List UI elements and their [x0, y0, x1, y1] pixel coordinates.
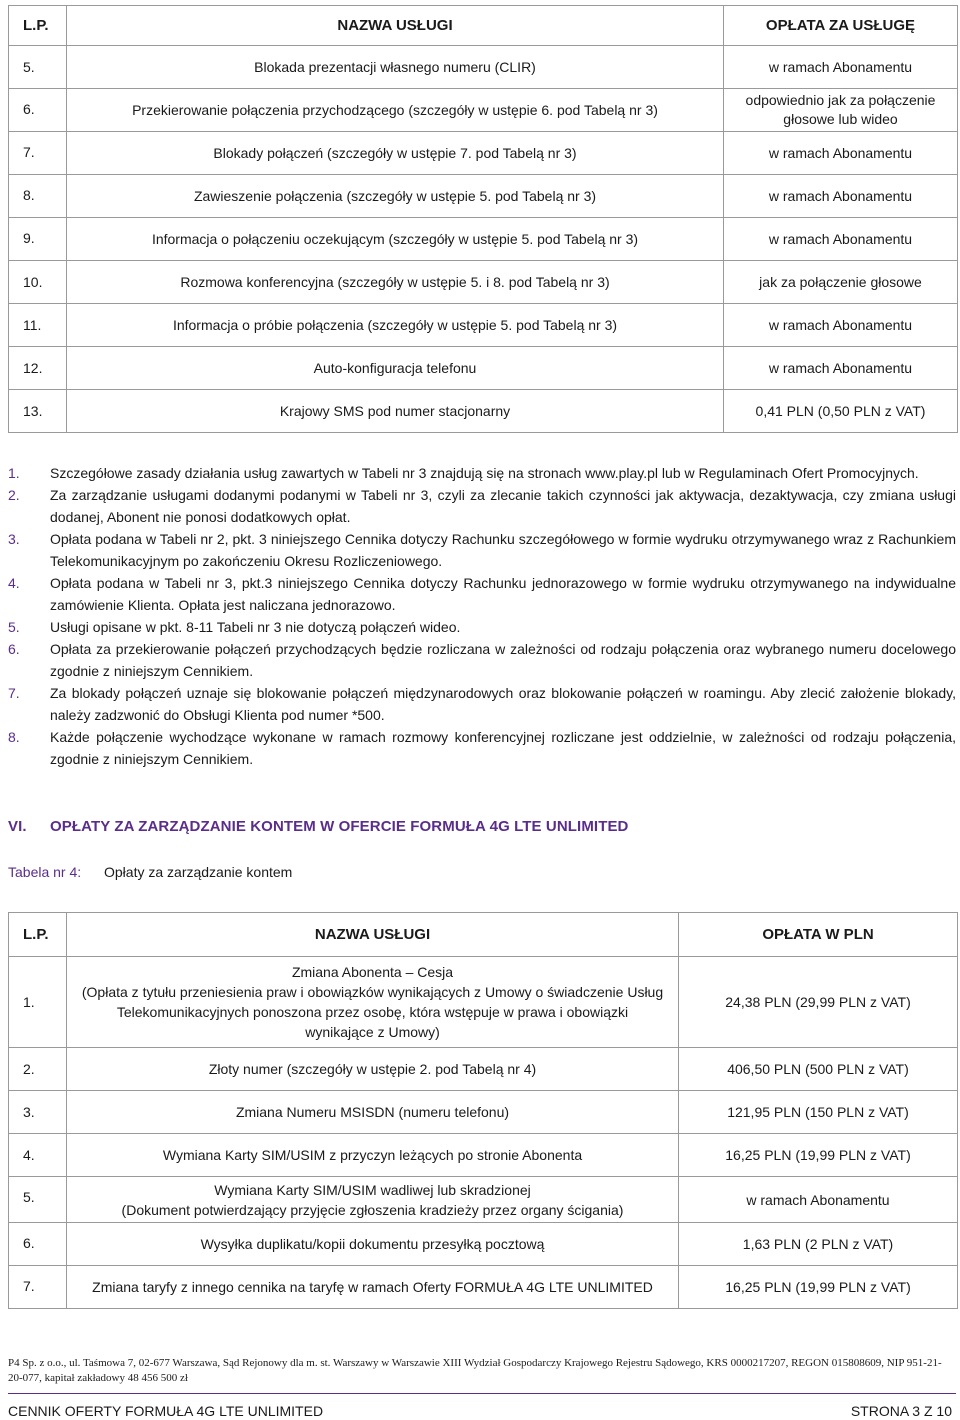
row-service-description: (Dokument potwierdzający przyjęcie zgłoszenia kradzieży przez organy ścigania): [121, 1201, 624, 1218]
row-lp: 13.: [9, 390, 67, 433]
footnote-item: [8, 484, 956, 528]
row-service-name: Przekierowanie połączenia przychodzącego (szczegóły w ustępie 6. pod Tabelą nr 3): [67, 89, 724, 132]
footnote-number: 2.: [8, 487, 20, 503]
footnote-number: 1.: [8, 465, 20, 481]
footnote-item: [8, 616, 956, 638]
footnote-number: 3.: [8, 531, 20, 547]
footnote-text: Opłata za przekierowanie połączeń przychodzących będzie rozliczana w zależności od rodzaju połączenia oraz wybranego numeru docelowego zgodnie z niniejszym Cennikiem.: [50, 641, 956, 679]
row-service-name: Blokada prezentacji własnego numeru (CLIR): [67, 46, 724, 89]
footnote-text: Za zarządzanie usługami dodanymi podanymi w Tabeli nr 3, czyli za zlecanie takich czynności jak aktywacja, dezaktywacja, czy zmiana usługi dodanej, Abonent nie ponosi dodatkowych opłat.: [50, 487, 956, 525]
row-lp: 7.: [9, 132, 67, 175]
header-lp: L.P.: [9, 913, 67, 957]
row-fee: w ramach Abonamentu: [679, 1177, 958, 1223]
table-row: [9, 46, 958, 89]
section-heading: [8, 818, 629, 835]
table-row: [9, 89, 958, 132]
row-fee: w ramach Abonamentu: [724, 304, 958, 347]
row-fee: odpowiednio jak za połączenie głosowe lub wideo: [724, 89, 958, 132]
table-row: [9, 1223, 958, 1266]
footnote-item: [8, 528, 956, 572]
row-lp: 5.: [9, 46, 67, 89]
footnote-text: Usługi opisane w pkt. 8-11 Tabeli nr 3 nie dotyczą połączeń wideo.: [50, 619, 461, 635]
row-service-name: Krajowy SMS pod numer stacjonarny: [67, 390, 724, 433]
row-service-name: [67, 957, 679, 1048]
table-caption-label: Tabela nr 4:: [8, 864, 82, 880]
table-row: [9, 957, 958, 1048]
row-service-name: Informacja o próbie połączenia (szczegóły w ustępie 5. pod Tabelą nr 3): [67, 304, 724, 347]
row-fee: 121,95 PLN (150 PLN z VAT): [679, 1091, 958, 1134]
table-header-row: [9, 913, 958, 957]
row-lp: 11.: [9, 304, 67, 347]
row-service-name: Złoty numer (szczegóły w ustępie 2. pod Tabelą nr 4): [67, 1048, 679, 1091]
section-title: OPŁATY ZA ZARZĄDZANIE KONTEM W OFERCIE FORMUŁA 4G LTE UNLIMITED: [50, 818, 629, 835]
table-row: [9, 390, 958, 433]
footnote-item: [8, 726, 956, 770]
document-name: CENNIK OFERTY FORMUŁA 4G LTE UNLIMITED: [8, 1403, 324, 1419]
table-row: [9, 175, 958, 218]
table-row: [9, 347, 958, 390]
row-fee: 16,25 PLN (19,99 PLN z VAT): [679, 1266, 958, 1309]
row-service-name: Zmiana Numeru MSISDN (numeru telefonu): [67, 1091, 679, 1134]
row-lp: 9.: [9, 218, 67, 261]
header-lp: L.P.: [9, 6, 67, 46]
footnote-text: Za blokady połączeń uznaje się blokowanie połączeń międzynarodowych oraz blokowanie połączeń w roamingu. Aby zlecić założenie blokady, należy zadzwonić do Obsługi Klienta pod numer *500.: [50, 685, 956, 723]
row-lp: 5.: [9, 1177, 67, 1223]
row-lp: 4.: [9, 1134, 67, 1177]
row-service-name: Informacja o połączeniu oczekującym (szczegóły w ustępie 5. pod Tabelą nr 3): [67, 218, 724, 261]
row-fee: w ramach Abonamentu: [724, 175, 958, 218]
table-row: [9, 218, 958, 261]
table-row: [9, 1134, 958, 1177]
table-header-row: [9, 6, 958, 46]
row-lp: 6.: [9, 1223, 67, 1266]
row-fee: w ramach Abonamentu: [724, 132, 958, 175]
row-lp: 7.: [9, 1266, 67, 1309]
table-row: [9, 304, 958, 347]
row-fee: w ramach Abonamentu: [724, 46, 958, 89]
footnote-number: 8.: [8, 729, 20, 745]
row-fee: 0,41 PLN (0,50 PLN z VAT): [724, 390, 958, 433]
header-fee: OPŁATA W PLN: [679, 913, 958, 957]
table-caption-text: Opłaty za zarządzanie kontem: [104, 864, 293, 880]
row-service-name: [67, 1177, 679, 1223]
row-fee: jak za połączenie głosowe: [724, 261, 958, 304]
header-service-name: NAZWA USŁUGI: [67, 6, 724, 46]
row-service-title: Zmiana Abonenta – Cesja: [291, 964, 454, 980]
footer-divider: [8, 1393, 956, 1394]
footnote-text: Każde połączenie wychodzące wykonane w ramach rozmowy konferencyjnej rozliczane jest oddzielnie, w zależności od rodzaju połączenia, zgodnie z niniejszym Cennikiem.: [50, 729, 956, 767]
table-row: [9, 1048, 958, 1091]
row-lp: 1.: [9, 957, 67, 1048]
row-fee: 406,50 PLN (500 PLN z VAT): [679, 1048, 958, 1091]
row-service-name: Blokady połączeń (szczegóły w ustępie 7. pod Tabelą nr 3): [67, 132, 724, 175]
services-table: [8, 5, 958, 433]
footnote-number: 5.: [8, 619, 20, 635]
row-lp: 2.: [9, 1048, 67, 1091]
page-number: STRONA 3 Z 10: [850, 1403, 952, 1419]
footnote-item: [8, 638, 956, 682]
row-lp: 8.: [9, 175, 67, 218]
row-lp: 3.: [9, 1091, 67, 1134]
row-service-name: Rozmowa konferencyjna (szczegóły w ustępie 5. i 8. pod Tabelą nr 3): [67, 261, 724, 304]
footnote-text: Opłata podana w Tabeli nr 3, pkt.3 niniejszego Cennika dotyczy Rachunku jednorazowego w formie wydruku otrzymywanego na indywidualne zamówienie Klienta. Opłata jest naliczana jednorazowo.: [50, 575, 956, 613]
company-legal-info: P4 Sp. z o.o., ul. Taśmowa 7, 02-677 Warszawa, Sąd Rejonowy dla m. st. Warszawy w Warszawie XIII Wydział Gospodarczy Krajowego Rejestru Sądowego, KRS 0000217207, REGON 015808609, NIP 951-21-20-077, kapitał zakładowy 48 456 500 zł: [8, 1357, 942, 1384]
row-fee: 16,25 PLN (19,99 PLN z VAT): [679, 1134, 958, 1177]
row-service-description: (Opłata z tytułu przeniesienia praw i obowiązków wynikających z Umowy o świadczenie Usług Telekomunikacyjnych ponoszona przez osobę, która wstępuje w prawa i obowiązki wynikające z Umowy): [81, 984, 664, 1040]
footnotes-list: [8, 462, 956, 770]
header-fee: OPŁATA ZA USŁUGĘ: [724, 6, 958, 46]
header-service-name: NAZWA USŁUGI: [67, 913, 679, 957]
row-lp: 6.: [9, 89, 67, 132]
table-caption: [8, 864, 292, 880]
row-service-name: Zmiana taryfy z innego cennika na taryfę w ramach Oferty FORMUŁA 4G LTE UNLIMITED: [67, 1266, 679, 1309]
row-service-title: Wymiana Karty SIM/USIM wadliwej lub skradzionej: [214, 1181, 531, 1198]
row-lp: 12.: [9, 347, 67, 390]
row-fee: w ramach Abonamentu: [724, 347, 958, 390]
row-fee: 1,63 PLN (2 PLN z VAT): [679, 1223, 958, 1266]
table-row: [9, 1091, 958, 1134]
row-service-name: Auto-konfiguracja telefonu: [67, 347, 724, 390]
section-number: VI.: [8, 818, 27, 835]
table-row: [9, 261, 958, 304]
table-row: [9, 132, 958, 175]
row-lp: 10.: [9, 261, 67, 304]
table-row: [9, 1266, 958, 1309]
footnote-number: 6.: [8, 641, 20, 657]
account-fees-table: [8, 912, 958, 1309]
footnote-number: 7.: [8, 685, 20, 701]
table-row: [9, 1177, 958, 1223]
row-service-name: Zawieszenie połączenia (szczegóły w ustępie 5. pod Tabelą nr 3): [67, 175, 724, 218]
footnote-item: [8, 682, 956, 726]
footnote-item: [8, 572, 956, 616]
footnote-item: [8, 462, 956, 484]
row-fee: 24,38 PLN (29,99 PLN z VAT): [679, 957, 958, 1048]
footnote-text: Opłata podana w Tabeli nr 2, pkt. 3 niniejszego Cennika dotyczy Rachunku szczegółowego w formie wydruku otrzymywanego wraz z Rachunkiem Telekomunikacyjnym po zakończeniu Okresu Rozliczeniowego.: [50, 531, 956, 569]
footnote-text: Szczegółowe zasady działania usług zawartych w Tabeli nr 3 znajdują się na stronach www.play.pl lub w Regulaminach Ofert Promocyjnych.: [50, 465, 919, 481]
footnote-number: 4.: [8, 575, 20, 591]
row-fee: w ramach Abonamentu: [724, 218, 958, 261]
row-service-name: Wysyłka duplikatu/kopii dokumentu przesyłką pocztową: [67, 1223, 679, 1266]
row-service-name: Wymiana Karty SIM/USIM z przyczyn leżących po stronie Abonenta: [67, 1134, 679, 1177]
